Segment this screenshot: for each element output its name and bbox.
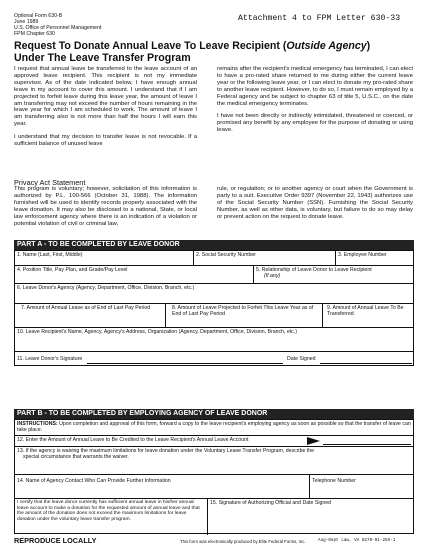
title-line1-suffix: ): [366, 40, 371, 52]
form-header: [14, 13, 154, 37]
relationship-label: 5. Relationship of Leave Donor to Leave Recipient: [256, 267, 372, 273]
title-line1-italic: Outside Agency: [286, 40, 367, 52]
authorizing-signature-label: 15. Signature of Authorizing Official and Date Signed: [210, 500, 332, 506]
waiver-label-line2: special circumstance that warrants the waiver.: [23, 454, 129, 461]
part-b-form: [14, 419, 414, 534]
annual-leave-amount-label: 7. Amount of Annual Leave as of End of Last Pay Period: [21, 305, 151, 311]
instructions-label: INSTRUCTIONS:: [17, 421, 58, 427]
agency-contact-field[interactable]: [15, 477, 305, 497]
instructions-text: Upon completion and approval of this form, forward a copy to the leave recipient's employing agency as soon as possible so that the transfer of leave can take place.: [17, 421, 411, 434]
position-title-label: 4. Position Title, Pay Plan, and Grade/Pay Level: [17, 267, 128, 273]
part-a-form: [14, 250, 414, 366]
instructions: [15, 420, 414, 435]
waiver-field[interactable]: [15, 447, 414, 474]
statement-right-p1: remains after the recipient's medical emergency has terminated, I can elect to have a pro-rated share returned to me during either the current leave year or the following leave year, or I can elect to donate my pro-rated share to another leave recipient. However, to do so, I must remain employed by a Federal agency and be subject to chapter 63 of title 5, U.S.C., on the date the medical emergency terminates.: [217, 66, 413, 107]
statement-right: [217, 66, 413, 140]
annual-leave-amount-field[interactable]: [15, 304, 165, 327]
waiver-label-line1: 13. If the agency is waiving the maximum limitations for leave donation under the Voluntary Leave Transfer Program, describe the: [17, 448, 314, 454]
attachment-label: Attachment 4 to FPM Letter 630-33: [238, 14, 401, 23]
employee-number-field[interactable]: [336, 251, 414, 265]
part-a-heading: PART A - TO BE COMPLETED BY LEAVE DONOR: [14, 240, 414, 250]
telephone-label: Telephone Number: [312, 478, 356, 484]
title-line1-prefix: Request To Donate Annual Leave To Leave Recipient (: [14, 40, 287, 52]
relationship-sublabel: (If any): [264, 273, 281, 280]
credit-amount-label: 12. Enter the Amount of Annual Leave to Be Credited to the Leave Recipient's Annual Leave Account: [17, 437, 249, 443]
name-label: 1. Name (Last, First, Middle): [17, 252, 83, 258]
stock-number: Aug-Dept Law, VA 8270-01-255-1: [318, 538, 396, 543]
projected-forfeit-field[interactable]: [166, 304, 322, 327]
relationship-field[interactable]: [254, 266, 414, 283]
issuing-agency: U.S. Office of Personnel Management: [14, 25, 102, 32]
statement-left: [14, 66, 197, 154]
statement-left-p2: I understand that my decision to transfer leave is not revocable. If a sufficient balance of unused leave: [14, 134, 197, 148]
agency-contact-label: 14. Name of Agency Contact Who Can Provide Further Information: [17, 478, 171, 484]
date-signed-label: Date Signed: [287, 356, 316, 362]
name-field[interactable]: [15, 251, 193, 265]
divider: [15, 351, 413, 352]
employee-number-label: 3. Employee Number: [338, 252, 387, 258]
form-title: [14, 40, 414, 64]
donor-signature-label: 11. Leave Donor's Signature: [17, 356, 83, 362]
arrow-right-icon: [307, 437, 320, 445]
ssn-field[interactable]: [194, 251, 335, 265]
transfer-amount-field[interactable]: [323, 304, 414, 327]
part-b-heading: PART B - TO BE COMPLETED BY EMPLOYING AGENCY OF LEAVE DONOR: [14, 409, 414, 419]
form-date: June 1989: [14, 19, 39, 26]
title-line2: Under The Leave Transfer Program: [14, 52, 191, 64]
privacy-heading: Privacy Act Statement: [14, 178, 86, 187]
privacy-left: This program is voluntary; however, solicitation of this information is authorized by P.L. 100-566 (October 31, 1988). The information furnished will be used to identify records properly associated with the leave donation. It may also be disclosed to a national, State, or local law enforcement agency where there is an indication of a violation or potential violation of civil or criminal law,: [14, 186, 197, 227]
transfer-amount-label: 9. Amount of Annual Leave To Be Transferred: [327, 305, 404, 318]
authorizing-signature-field[interactable]: [208, 499, 414, 534]
statement-right-p2: I have not been directly or indirectly intimidated, threatened or coerced, or promised any benefit by any employee for the purpose of donating or using leave.: [217, 113, 413, 134]
certification-text: I certify that the leave donor currently has sufficient annual leave in his/her annual leave account to make a donation for the requested amount of annual leave and that the amount of the donation does not exceed the maximum limitations for leave donation under the voluntary leave transfer program.: [17, 500, 200, 523]
statement-left-p1: I request that annual leave be transferred to the leave account of an approved leave recipient. This recipient is not my immediate supervisor. As of the date indicated below, I have enough annual leave in my account to cover this amount. I understand that if I am projected to forfeit leave during this leave year, the amount of leave I am transferring may not exceed the number of hours remaining in the leave year for which I am scheduled to work. The amount of leave I am transferring also is not more than half the hours I will earn this year.: [14, 66, 197, 128]
reproduce-locally: REPRODUCE LOCALLY: [14, 536, 97, 545]
form-id: Optional Form 630-B: [14, 13, 63, 19]
recipient-info-field[interactable]: [15, 328, 414, 351]
privacy-right: rule, or regulation; or to another agency or court when the Government is party to a suit. Executive Order 9397 (November 22, 1943) authorizes use of the Social Security Number (SSN). Furnishing the Social Security Number, as well as other data, is voluntary, but failure to do so may delay or prevent action on the request to donate leave.: [217, 186, 413, 220]
divider: [15, 474, 413, 475]
donor-signature-line[interactable]: [87, 363, 283, 364]
donor-agency-field[interactable]: [15, 284, 414, 303]
projected-forfeit-label: 8. Amount of Leave Projected to Forfeit This Leave Year as of End of Last Pay Period: [172, 305, 314, 318]
donor-agency-label: 6. Leave Donor's Agency (Agency, Department, Office, Division, Branch, etc.): [17, 285, 195, 291]
fpm-chapter: FPM Chapter 630: [14, 31, 55, 38]
ssn-label: 2. Social Security Number: [196, 252, 256, 258]
credit-amount-line[interactable]: [323, 444, 411, 445]
producer-note: This form was electronically produced by Elite Federal Forms, Inc.: [180, 539, 306, 544]
recipient-info-label: 10. Leave Recipient's Name, Agency, Agency's Address, Organization (Agency, Department, Office, Division, Branch, etc.): [17, 329, 297, 335]
date-signed-line[interactable]: [320, 363, 412, 364]
telephone-field[interactable]: [310, 477, 414, 497]
position-title-field[interactable]: [15, 266, 253, 283]
